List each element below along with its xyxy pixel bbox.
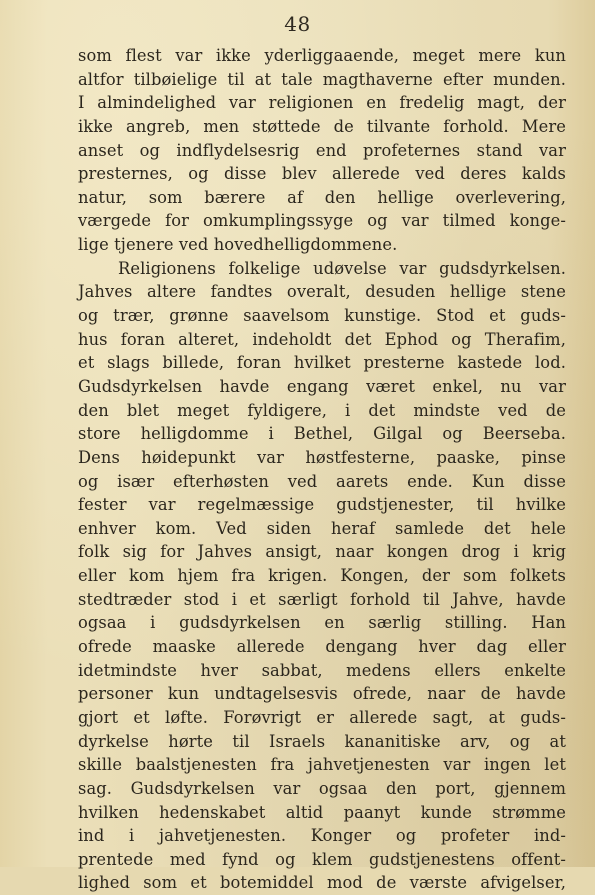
text-line: anset og indflydelsesrig end profeternes stand var bbox=[78, 140, 566, 160]
text-line: enhver kom. Ved siden heraf samlede det hele bbox=[78, 518, 566, 538]
text-line: prentede med fynd og klem gudstjenestens offent- bbox=[78, 849, 566, 869]
text-line: Gudsdyrkelsen havde engang været enkel, nu var bbox=[78, 376, 566, 396]
text-line: værgede for omkumplingssyge og var tilmed konge- bbox=[78, 211, 566, 231]
text-line: presternes, og disse blev allerede ved deres kalds bbox=[78, 164, 566, 184]
text-line: den blet meget fyldigere, i det mindste ved de bbox=[78, 400, 566, 420]
text-line: fester var regelmæssige gudstjenester, til hvilke bbox=[78, 495, 566, 515]
text-line: hus foran alteret, indeholdt det Ephod og Therafim, bbox=[78, 329, 566, 349]
text-line: ikke angreb, men støttede de tilvante forhold. Mere bbox=[78, 116, 566, 136]
text-line: Religionens folkelige udøvelse var gudsdyrkelsen. bbox=[118, 258, 566, 278]
text-line: personer kun undtagelsesvis ofrede, naar de havde bbox=[78, 684, 566, 704]
text-line: idetmindste hver sabbat, medens ellers enkelte bbox=[78, 660, 566, 680]
text-line: dyrkelse hørte til Israels kananitiske arv, og at bbox=[78, 731, 566, 751]
text-line: et slags billede, foran hvilket presterne kastede lod. bbox=[78, 353, 566, 373]
text-line: og især efterhøsten ved aarets ende. Kun disse bbox=[78, 471, 566, 491]
text-line: Jahves altere fandtes overalt, desuden hellige stene bbox=[78, 282, 566, 302]
text-line: eller kom hjem fra krigen. Kongen, der som folkets bbox=[78, 566, 566, 586]
text-line: lige tjenere ved hovedhelligdommene. bbox=[78, 235, 398, 255]
page-number: 48 bbox=[284, 12, 311, 36]
text-line: hvilken hedenskabet altid paanyt kunde strømme bbox=[78, 802, 566, 822]
text-line: sag. Gudsdyrkelsen var ogsaa den port, gjennem bbox=[78, 778, 566, 798]
text-line: ogsaa i gudsdyrkelsen en særlig stilling. Han bbox=[78, 613, 566, 633]
text-line: natur, som bærere af den hellige overlevering, bbox=[78, 187, 566, 207]
text-line: lighed som et botemiddel mod de værste afvigelser, bbox=[78, 873, 566, 893]
text-line: og trær, grønne saavelsom kunstige. Stod et guds- bbox=[78, 306, 566, 326]
text-line: Dens høidepunkt var høstfesterne, paaske, pinse bbox=[78, 447, 566, 467]
text-line: ofrede maaske allerede dengang hver dag eller bbox=[78, 637, 566, 657]
body-text bbox=[78, 44, 566, 895]
text-line: I almindelighed var religionen en fredelig magt, der bbox=[78, 93, 566, 113]
text-line: ind i jahvetjenesten. Konger og profeter ind- bbox=[78, 826, 566, 846]
text-line: som flest var ikke yderliggaaende, meget mere kun bbox=[78, 46, 566, 65]
text-line: store helligdomme i Bethel, Gilgal og Beerseba. bbox=[78, 424, 566, 444]
text-line: skille baalstjenesten fra jahvetjenesten var ingen let bbox=[78, 755, 566, 775]
text-line: folk sig for Jahves ansigt, naar kongen drog i krig bbox=[78, 542, 566, 562]
text-line: altfor tilbøielige til at tale magthaverne efter munden. bbox=[78, 69, 566, 89]
text-line: stedtræder stod i et særligt forhold til Jahve, havde bbox=[78, 589, 566, 609]
text-line: gjort et løfte. Forøvrigt er allerede sagt, at guds- bbox=[78, 707, 566, 727]
